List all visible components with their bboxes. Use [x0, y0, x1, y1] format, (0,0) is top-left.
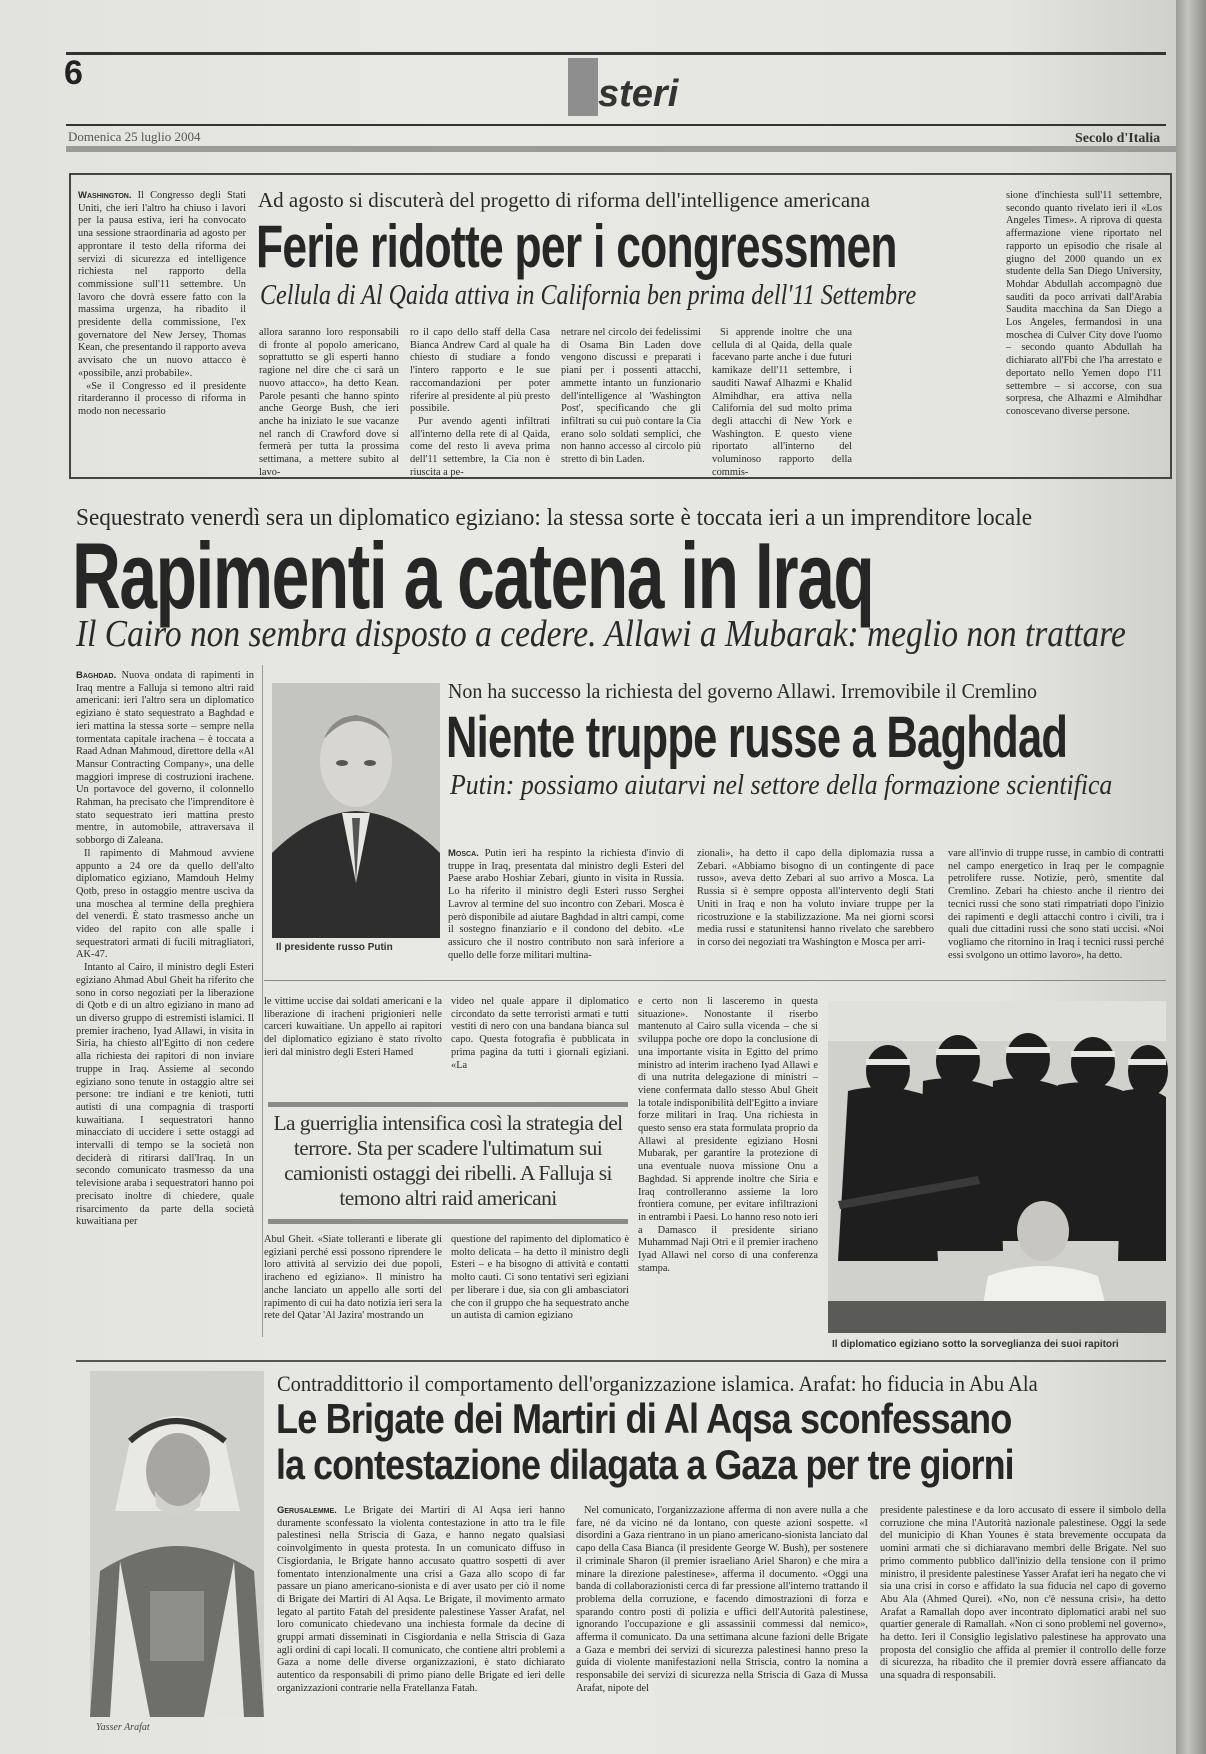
section-divider [76, 1360, 1166, 1362]
page-binding-shadow [1176, 0, 1206, 1754]
hostage-photo [828, 1001, 1166, 1333]
article2-lower-column-1: le vittime uccise dai soldati americani e la liberazione di iracheni prigionieri nelle carceri kuwaitiane. Un appello ai rapitori del diplomatico egiziano è stato rivolto ieri dal ministro degli Esteri Hamed [264, 996, 442, 1058]
section-divider [264, 980, 1166, 981]
article4-kicker: Contraddittorio il comportamento dell'organizzazione islamica. Arafat: ho fiducia in Abu Ala [277, 1371, 1038, 1396]
pull-quote: La guerriglia intensifica così la strategia del terrore. Sta per scadere l'ultimatum sui camionisti ostaggi dei ribelli. A Falluja si temono altri raid americani [273, 1111, 623, 1210]
article1-subtitle: Cellula di Al Qaida attiva in California ben prima dell'11 Settembre [260, 280, 917, 311]
section-logo [568, 58, 678, 120]
article2-lower-column-3: e certo non li lasceremo in questa situazione». Nonostante il riserbo mantenuto al Cairo sulla vicenda – che si sviluppa poche ore dopo la conclusione di una importante visita in Egitto del primo ministro ad interim iracheno Iyad Allawi e di una nutrita delegazione di ministri – viene confermata dallo stesso Abul Gheit la totale indisponibilità dell'Egitto a inviare forze militari in Iraq. Una richiesta in questo senso era stata formulata proprio da Allawi al presidente egiziano Hosni Mubarak, per garantire la protezione di una eventuale nuova missione Onu a Baghdad. Si apprende inoltre che Siria e Iraq controlleranno assieme la loro frontiera comune, per evitare infiltrazioni in entrambi i Paesi. Lo hanno reso noto ieri a Damasco il presidente siriano Muhammad Naji Otri e il premier iracheno Iyad Allawi nel corso di una conferenza stampa. [638, 996, 818, 1274]
arafat-photo [90, 1371, 264, 1717]
arafat-photo-image [90, 1371, 264, 1717]
putin-photo-image [272, 683, 440, 938]
dateline: Washington. [78, 190, 132, 201]
article1-column-3: netrare nel circolo dei fedelissimi di Osama Bin Laden dove vengono discussi e preparati i piani per i possenti attacchi, ammette intanto un funzionario dell'intelligence al 'Washington Post', specificando che gli infiltrati su cui può contare la Cia erano solo soldati semplici, che non hanno accesso al circolo più stretto di bin Laden. [561, 327, 701, 466]
hostage-photo-image [828, 1001, 1166, 1333]
section-title: steri [598, 73, 679, 115]
dateline: Mosca. [448, 848, 479, 859]
article2-lower-column-5: questione del rapimento del diplomatico è molto delicata – ha detto il ministro degli Esteri – e ha bisogno di attività e contatti molto cauti. Ci sono tentativi seri egiziani per liberare i due, sia con gli ambasciatori che con il gruppo che ha sequestrato anche un autista di camion egiziano [451, 1234, 630, 1322]
issue-date: Domenica 25 luglio 2004 [68, 129, 201, 144]
article3-subtitle: Putin: possiamo aiutarvi nel settore della formazione scientifica [450, 770, 1113, 801]
article1-lead-column: Washington. Il Congresso degli Stati Uniti, che ieri l'altro ha chiuso i lavori per la pausa estiva, ieri ha convocato una sessione straordinaria ad agosto per approntare il testo della riforma dei servizi di sicurezza ed intelligence richiesta nel rapporto della commissione sull'11 settembre. Un lavoro che dovrà essere fatto con la massima urgenza, ha ribadito il presidente della commissione, l'ex governatore del New Jersey, Thomas Kean, che presentando il rapporto aveva avvisato che un nuovo attacco è «possibile, anzi probabile». «Se il Congresso ed il presidente ritarderanno il processo di riforma in modo non necessario [78, 190, 246, 417]
article3-headline: Niente truppe russe a Baghdad [446, 705, 1068, 770]
article1-column-5: sione d'inchiesta sull'11 settembre, secondo quanto rivelato ieri il «Los Angeles Times». A riprova di questa affermazione viene riportato nel rapporto un episodio che risale al giugno del 2000 quando un ex studente della San Diego University, Mohdar Abdullah accompagnò due sauditi da poco arrivati dall'Arabia Saudita macchina da San Diego a Los Angeles, fermandosi in una moschea di Culver City dove l'uomo – secondo quanto Abdullah ha dichiarato all'Fbi che l'ha arrestato e deportato nello Yemen dopo l'11 settembre – si accorse, con sua sorpresa, che Alhazmi e Almihdhar conoscevano diverse persone. [1006, 190, 1162, 417]
article4-headline-line-2: la contestazione dilagata a Gaza per tre giorni [276, 1441, 1014, 1488]
article1-headline: Ferie ridotte per i congressmen [256, 213, 897, 280]
header-rule [66, 124, 1166, 126]
dateline: Gerusalemme. [277, 1505, 337, 1516]
article3-kicker: Non ha successo la richiesta del governo Allawi. Irremovibile il Cremlino [448, 679, 1037, 703]
header-band [66, 146, 1176, 152]
page-number: 6 [64, 54, 83, 92]
article2-subtitle: Il Cairo non sembra disposto a cedere. Allawi a Mubarak: meglio non trattare [76, 613, 1126, 655]
article4-column-2: Nel comunicato, l'organizzazione afferma di non avere nulla a che fare, né da vicino né da lontano, con queste azioni sospette. «I disordini a Gaza rientrano in un piano americano-sionista lanciato dal capo della Casa Bianca (il presidente George W. Bush), per sostenere il criminale Sharon (il premier israeliano Ariel Sharon) e che mira a minare la direzione palestinese», afferma il documento. «Oggi una banda di collaborazionisti cerca di far pressione all'interno trattando il problema della corruzione, e facendo dimostrazioni di forza e sparando contro posti di polizia e uffici dell'Autorità palestinese, ignorando l'occupazione e gli assassinii commessi dal nemico», afferma il comunicato. Da una settimana alcune fazioni delle Brigate a Gaza e membri dei servizi di sicurezza palestinesi hanno preso la guida di violente manifestazioni nella Striscia, contro la nomina a responsabile dei servizi di sicurezza nella Striscia di Gaza di Mussa Arafat, nipote del [576, 1505, 868, 1694]
article3-column-1: Mosca. Putin ieri ha respinto la richiesta d'invio di truppe in Iraq, presentata dal ministro degli Esteri del Paese arabo Hoshiar Zebari, giunto in visita in Russia. Lo ha riferito il ministro degli Esteri russo Serghei Lavrov al termine del suo incontro con Zebari. Mosca è però disponibile ad aiutare Baghdad in altri campi, come il sostegno finanziario e il condono del debito. «Le assicuro che il nostro contributo non sarà inferiore a quello delle forze militari multina- [448, 848, 684, 961]
column-divider [262, 665, 263, 1337]
article2-lower-column-2: video nel quale appare il diplomatico circondato da sette terroristi armati e tutti vestiti di nero con una bandana bianca sul capo. Questa fotografia è pubblicata in prima pagina da tutti i giornali egiziani. «La [451, 996, 629, 1071]
article2-left-column: Baghdad. Nuova ondata di rapimenti in Iraq mentre a Falluja si temono altri raid americani: ieri l'altro sera un diplomatico egiziano è stato sequestrato a Baghdad e ieri mattina la stessa sorte – sempre nella tormentata capitale irachena – è toccata a Raad Adnan Mahmoud, direttore della «Al Mansur Contracting Company», una delle maggiori imprese di costruzioni irachene. Un portavoce del governo, il colonnello Rahman, ha precisato che l'imprenditore è stato sequestrato ieri mattina presto mentre, in automobile, attraversava il sobborgo di Zaleana. Il rapimento di Mahmoud avviene appunto a 24 ore da quello dell'alto diplomatico egiziano, Mamdouh Helmy Qotb, preso in ostaggio mentre usciva da una moschea al termine della preghiera del venerdì. È stato trasmesso anche un video del rapito con alle spalle i sequestratori armati di fucili mitragliatori, AK-47. Intanto al Cairo, il ministro degli Esteri egiziano Ahmad Abul Gheit ha riferito che sono in corso negoziati per la liberazione di Qotb e di un altro egiziano in mano ad un diverso gruppo di estremisti islamici. Il premier iracheno, Iyad Allawi, in visita in Siria, ha chiesto all'Egitto di non cedere alla richiesta dei rapitori di non inviare truppe in Iraq. Assieme al secondo egiziano sono tenute in ostaggio altre sei persone: tre indiani e tre kenioti, tutti autisti di una compagnia di trasporti kuwaitiana. I sequestratori hanno minacciato di uccidere i sette ostaggi ad intervalli di tempo se la società non deciderà di ritirarsi dall'Iraq. In un secondo comunicato trasmesso da una televisione araba i sequestratori hanno poi precisato inoltre di chiedere, quale risarcimento da parte della società kuwaitiana per [76, 670, 254, 1228]
article4-headline-line-1: Le Brigate dei Martiri di Al Aqsa sconfessano [276, 1395, 1012, 1442]
article1-column-4: Si apprende inoltre che una cellula di al Qaida, della quale facevano parte anche i due futuri kamikaze dell'11 settembre, i sauditi Nawaf Alhazmi e Khalid Almihdhar, era attiva nella California del sud molto prima degli attacchi di New York e Washington. E questo viene riportato all'interno del voluminoso rapporto della commis- [712, 327, 852, 478]
putin-photo-caption: Il presidente russo Putin [276, 942, 393, 953]
article1-column-1: allora saranno loro responsabili di fronte al popolo americano, soprattutto se gli esperti hanno ragione nel dire che ci sarà un nuovo attacco», ha detto Kean. Parole pesanti che hanno spinto anche George Bush, che ieri anche ha iniziato le sue vacanze nel ranch di Crawford dove si fermerà per tutta la prossima settimana, a mettere subito al lavo- [259, 327, 399, 478]
top-rule [66, 52, 1166, 55]
section-initial [568, 58, 598, 116]
pull-quote-box [268, 1102, 628, 1224]
newspaper-name: Secolo d'Italia [1075, 131, 1161, 146]
putin-photo [272, 683, 440, 938]
article2-lower-column-4: Abul Gheit. «Siate tolleranti e liberate gli egiziani perché essi possono riprendere le loro attività al servizio dei due popoli, iracheno ed egiziano». Il ministro ha anche lanciato un appello alle sorti del rapimento di cui ha dato notizia ieri sera la rete del Qatar 'Al Jazira' mostrando un [264, 1234, 442, 1322]
article3-column-3: vare all'invio di truppe russe, in cambio di contratti nel campo energetico in Iraq per le compagnie petrolifere russe. Notizie, però, smentite dal Cremlino. Zebari ha chiesto anche il rientro dei tecnici russi che sono stati rimpatriati dopo l'inizio dei rapimenti e degli attacchi contro i civili, tra i quali due cittadini russi che sono stati uccisi. «Noi vogliamo che ritornino in Iraq i tecnici russi perché essi svolgono un ottimo lavoro», ha detto. [948, 848, 1164, 961]
article4-column-3: presidente palestinese e da loro accusato di essere il simbolo della corruzione che mina l'Autorità nazionale palestinese. Oggi la sede del municipio di Khan Younes è stata brevemente occupata da uomini armati che si dichiaravano membri delle Brigate. Nel suo primo commento pubblico dall'inizio della tensione con il primo ministro, il presidente palestinese Yasser Arafat ieri ha negato che vi sia una crisi in corso e affidato la sua fiducia nel capo di governo Abu Ala (Ahmed Qurei). «No, non c'è nessuna crisi», ha detto Arafat a Ramallah dopo aver incontrato diplomatici arabi nel suo quartier generale di Ramallah. «Non ci sono problemi nel governo», ha detto. Ieri il Consiglio legislativo palestinese ha approvato una proposta del consiglio che affida al premier il controllo delle forze di sicurezza, ha ribadito che il premier dovrà essere affiancato da una squadra di responsabili. [880, 1505, 1166, 1682]
article2-headline: Rapimenti a catena in Iraq [72, 523, 874, 628]
dateline: Baghdad. [76, 670, 117, 681]
hostage-photo-caption: Il diplomatico egiziano sotto la sorveglianza dei suoi rapitori [832, 1339, 1119, 1350]
article4-column-1: Gerusalemme. Le Brigate dei Martiri di Al Aqsa ieri hanno duramente sconfessato la violenta contestazione in atto tra le file palestinesi nella Striscia di Gaza, e hanno negato qualsiasi coinvolgimento in questa protesta. In un comunicato diffuso in Cisgiordania, le Brigate hanno accusato quattro sospetti di aver fomentato intenzionalmente una crisi a Gaza allo scopo di far passare un piano americano-sionista e di aver usato per ciò il nome di Brigate dei Martiri di Al Aqsa. Le Brigate, il movimento armato legato al partito Fatah del presidente palestinese Yasser Arafat, nel loro comunicato chiedevano una inchiesta formale da decine di gruppi armati disseminati in Cisgiordania e nella Striscia di Gaza agli ordini di capi locali. Il comunicato, che contiene altri problemi a Gaza a nome delle diverse organizzazioni, è stato dichiarato autentico da responsabili di primo piano delle Brigate ed ieri delle organizzazioni contrarie nella Fratellanza Fatah. [277, 1505, 565, 1694]
article1-column-2: ro il capo dello staff della Casa Bianca Andrew Card al quale ha chiesto di studiare a fondo l'intero rapporto e le sue raccomandazioni per poter riferire al presidente al più presto possibile. Pur avendo agenti infiltrati all'interno della rete di al Qaida, come del resto li aveva prima dell'11 settembre, la Cia non è riuscita a pe- [410, 327, 550, 478]
article2-kicker: Sequestrato venerdì sera un diplomatico egiziano: la stessa sorte è toccata ieri a un imprenditore locale [76, 505, 1033, 531]
arafat-photo-caption: Yasser Arafat [96, 1722, 150, 1733]
article1-kicker: Ad agosto si discuterà del progetto di riforma dell'intelligence americana [258, 188, 870, 212]
article3-column-2: zionali», ha detto il capo della diplomazia russa a Zebari. «Abbiamo bisogno di un contingente di pace russo», aveva detto Zebari al suo arrivo a Mosca. La Russia si è sempre opposta all'intervento degli Stati Uniti in Iraq e non ha voluto inviare truppe per la ricostruzione e la stabilizzazione. Ma nei giorni scorsi media russi e statunitensi hanno rivelato che sarebbero in corso dei negoziati tra Washington e Mosca per arri- [697, 848, 934, 948]
